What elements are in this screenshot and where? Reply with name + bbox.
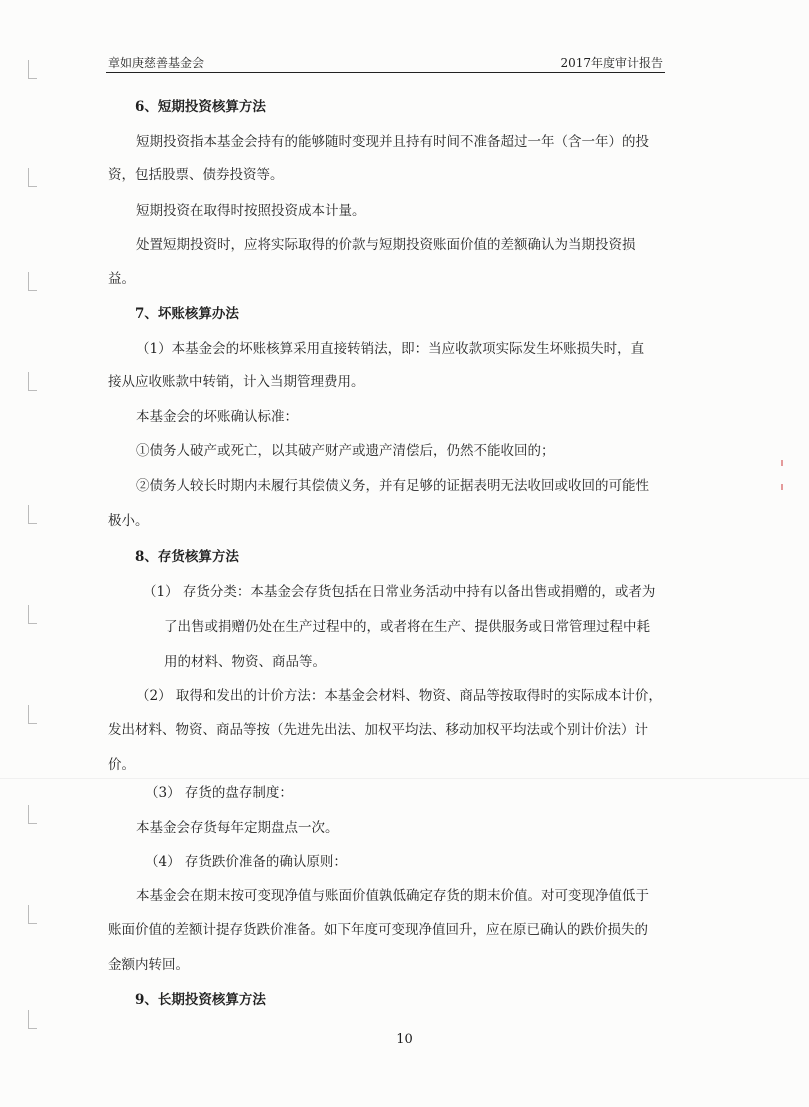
paragraph-line: 价。	[108, 757, 135, 773]
paragraph-line: 了出售或捐赠仍处在生产过程中的，或者将在生产、提供服务或日常管理过程中耗	[164, 619, 650, 635]
section-8-heading: 8、存货核算方法	[135, 549, 239, 565]
paragraph-line: 用的材料、物资、商品等。	[164, 654, 326, 670]
paragraph-line: 本基金会存货每年定期盘点一次。	[136, 820, 339, 836]
binding-mark	[28, 1010, 37, 1029]
list-item: （4） 存货跌价准备的确认原则：	[145, 854, 347, 870]
section-7-heading: 7、坏账核算办法	[135, 306, 239, 322]
paragraph-line: 本基金会在期末按可变现净值与账面价值孰低确定存货的期末价值。对可变现净值低于	[136, 888, 649, 904]
paragraph-line: （1）本基金会的坏账核算采用直接转销法，即：当应收款项实际发生坏账损失时，直	[136, 341, 645, 357]
paragraph-line: 资，包括股票、债券投资等。	[108, 167, 284, 183]
paragraph-line: 短期投资指本基金会持有的能够随时变现并且持有时间不准备超过一年（含一年）的投	[136, 134, 649, 150]
paragraph-line: 短期投资在取得时按照投资成本计量。	[136, 203, 366, 219]
paragraph-line: 极小。	[108, 513, 149, 529]
paragraph-line: 发出材料、物资、商品等按（先进先出法、加权平均法、移动加权平均法或个别计价法）计	[108, 722, 648, 738]
list-item: （1） 存货分类：本基金会存货包括在日常业务活动中持有以备出售或捐赠的，或者为	[143, 584, 656, 600]
criteria-item: ②债务人较长时期内未履行其偿债义务，并有足够的证据表明无法收回或收回的可能性	[136, 478, 649, 494]
list-item: （3） 存货的盘存制度：	[145, 785, 293, 801]
section-6-heading: 6、短期投资核算方法	[135, 99, 266, 115]
scan-fold-line	[0, 778, 809, 779]
page-number: 10	[396, 1032, 413, 1047]
paragraph-line: 处置短期投资时，应将实际取得的价款与短期投资账面价值的差额确认为当期投资损	[136, 237, 636, 253]
section-9-heading: 9、长期投资核算方法	[135, 992, 266, 1008]
header-report-title: 2017年度审计报告	[560, 56, 663, 70]
paragraph-line: 金额内转回。	[108, 957, 189, 973]
header-rule	[106, 72, 665, 73]
paragraph-line: 本基金会的坏账确认标准：	[136, 409, 298, 425]
paragraph-line: 益。	[108, 271, 135, 287]
paragraph-line: 账面价值的差额计提存货跌价准备。如下年度可变现净值回升，应在原已确认的跌价损失的	[108, 922, 648, 938]
criteria-item: ①债务人破产或死亡，以其破产财产或遗产清偿后，仍然不能收回的；	[136, 443, 555, 459]
list-item: （2） 取得和发出的计价方法：本基金会材料、物资、商品等按取得时的实际成本计价，	[136, 688, 662, 704]
header-organization: 章如庚慈善基金会	[108, 56, 205, 70]
binding-mark	[28, 60, 37, 79]
paragraph-line: 接从应收账款中转销，计入当期管理费用。	[108, 374, 365, 390]
